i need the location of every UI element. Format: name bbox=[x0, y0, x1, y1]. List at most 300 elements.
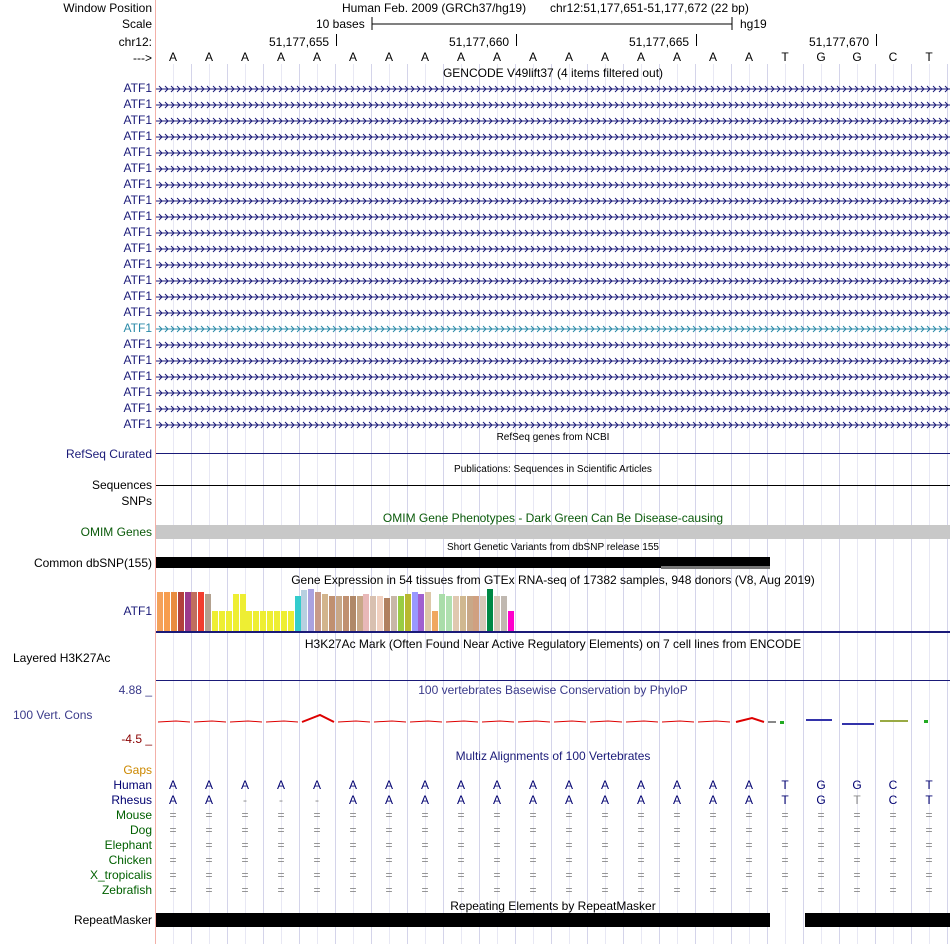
refseq-line bbox=[156, 453, 950, 454]
alignment-base: - bbox=[279, 793, 283, 807]
gtex-tissue-bar[interactable] bbox=[398, 596, 404, 631]
species-label: Chicken bbox=[108, 853, 152, 867]
alignment-base: = bbox=[457, 823, 465, 837]
alignment-base: = bbox=[241, 838, 249, 852]
gtex-tissue-bar[interactable] bbox=[260, 611, 266, 631]
sequences-label[interactable]: Sequences bbox=[91, 478, 152, 492]
alignment-base: = bbox=[385, 808, 393, 822]
alignment-base: = bbox=[817, 808, 825, 822]
alignment-base: = bbox=[781, 838, 789, 852]
alignment-base: = bbox=[529, 883, 537, 897]
sequence-base: A bbox=[384, 50, 393, 64]
alignment-base: = bbox=[277, 838, 285, 852]
alignment-base: = bbox=[205, 853, 213, 867]
alignment-base: = bbox=[241, 868, 249, 882]
gtex-tissue-bar[interactable] bbox=[191, 592, 197, 631]
alignment-base: = bbox=[205, 823, 213, 837]
alignment-base: = bbox=[349, 808, 357, 822]
sequence-base: A bbox=[312, 50, 321, 64]
alignment-base: A bbox=[708, 793, 717, 807]
sequence-base: C bbox=[888, 50, 898, 64]
alignment-base: = bbox=[853, 853, 861, 867]
alignment-base: A bbox=[456, 793, 465, 807]
dbsnp-feature-shadow bbox=[661, 566, 770, 569]
alignment-base: = bbox=[493, 838, 501, 852]
alignment-base: = bbox=[349, 883, 357, 897]
gtex-tissue-bar[interactable] bbox=[473, 596, 479, 631]
alignment-base: = bbox=[205, 808, 213, 822]
alignment-base: = bbox=[565, 823, 573, 837]
alignment-base: = bbox=[925, 823, 933, 837]
sequence-base: T bbox=[925, 50, 933, 64]
alignment-base: A bbox=[312, 778, 321, 792]
gtex-tissue-bar[interactable] bbox=[357, 596, 363, 631]
alignment-base: = bbox=[637, 883, 645, 897]
alignment-base: A bbox=[492, 778, 501, 792]
alignment-base: = bbox=[277, 808, 285, 822]
alignment-base: = bbox=[241, 883, 249, 897]
alignment-base: = bbox=[241, 808, 249, 822]
gtex-tissue-bar[interactable] bbox=[418, 594, 424, 631]
alignment-base: A bbox=[600, 778, 609, 792]
scale-db-text: hg19 bbox=[740, 17, 767, 31]
phylop-signal[interactable] bbox=[156, 712, 950, 732]
alignment-base: = bbox=[889, 853, 897, 867]
sequence-base: A bbox=[528, 50, 537, 64]
alignment-base: = bbox=[385, 838, 393, 852]
alignment-base: = bbox=[889, 868, 897, 882]
alignment-base: G bbox=[852, 778, 862, 792]
strand-label: ---> bbox=[133, 51, 152, 65]
sequence-base: T bbox=[781, 50, 789, 64]
alignment-base: = bbox=[601, 838, 609, 852]
alignment-base: = bbox=[601, 853, 609, 867]
alignment-base: = bbox=[277, 823, 285, 837]
alignment-base: = bbox=[817, 853, 825, 867]
scale-bar bbox=[370, 16, 736, 32]
alignment-base: = bbox=[169, 808, 177, 822]
alignment-base: = bbox=[493, 808, 501, 822]
alignment-base: = bbox=[745, 808, 753, 822]
gtex-tissue-bar[interactable] bbox=[480, 596, 486, 631]
alignment-base: = bbox=[421, 808, 429, 822]
gene-label-atf1[interactable]: ATF1 bbox=[123, 161, 152, 175]
gtex-tissue-bar[interactable] bbox=[453, 596, 459, 631]
sequence-base: A bbox=[456, 50, 465, 64]
refseq-curated-label[interactable]: RefSeq Curated bbox=[65, 447, 152, 461]
species-label: Human bbox=[113, 778, 152, 792]
alignment-base: A bbox=[384, 793, 393, 807]
h3k27ac-title: H3K27Ac Mark (Often Found Near Active Regulatory Elements) on 7 cell lines from ENCODE bbox=[304, 637, 802, 651]
alignment-base: T bbox=[781, 793, 789, 807]
alignment-base: = bbox=[385, 853, 393, 867]
alignment-base: A bbox=[492, 793, 501, 807]
track-display-area[interactable] bbox=[156, 0, 950, 944]
alignment-base: = bbox=[349, 823, 357, 837]
alignment-base: = bbox=[745, 853, 753, 867]
gene-label-atf1[interactable]: ATF1 bbox=[123, 209, 152, 223]
alignment-base: = bbox=[385, 883, 393, 897]
phylop-track-label[interactable]: 100 Vert. Cons bbox=[13, 708, 93, 722]
gtex-tissue-bar[interactable] bbox=[322, 594, 328, 631]
alignment-base: = bbox=[925, 868, 933, 882]
species-label: Elephant bbox=[104, 838, 152, 852]
coordinate-tick bbox=[696, 34, 697, 46]
alignment-base: = bbox=[169, 868, 177, 882]
alignment-base: = bbox=[673, 808, 681, 822]
alignment-base: - bbox=[315, 793, 319, 807]
alignment-base: = bbox=[781, 868, 789, 882]
alignment-base: = bbox=[673, 853, 681, 867]
gtex-tissue-bar[interactable] bbox=[267, 611, 273, 631]
gtex-tissue-bar[interactable] bbox=[508, 611, 514, 631]
alignment-base: C bbox=[888, 778, 898, 792]
position-text: chr12:51,177,651-51,177,672 (22 bp) bbox=[550, 1, 749, 15]
alignment-base: A bbox=[672, 778, 681, 792]
gtex-tissue-bar[interactable] bbox=[329, 596, 335, 631]
alignment-base: = bbox=[421, 838, 429, 852]
alignment-base: = bbox=[709, 808, 717, 822]
gene-label-atf1[interactable]: ATF1 bbox=[123, 193, 152, 207]
alignment-base: A bbox=[528, 793, 537, 807]
gene-label-atf1[interactable]: ATF1 bbox=[123, 305, 152, 319]
alignment-base: = bbox=[601, 868, 609, 882]
gtex-tissue-bar[interactable] bbox=[315, 592, 321, 631]
alignment-base: A bbox=[168, 793, 177, 807]
gene-label-atf1[interactable]: ATF1 bbox=[123, 81, 152, 95]
alignment-base: = bbox=[457, 838, 465, 852]
alignment-base: = bbox=[493, 823, 501, 837]
phylop-min-label: -4.5 _ bbox=[121, 732, 152, 746]
scale-bases-text: 10 bases bbox=[316, 17, 365, 31]
alignment-base: A bbox=[276, 778, 285, 792]
alignment-base: = bbox=[349, 838, 357, 852]
alignment-base: = bbox=[673, 823, 681, 837]
alignment-base: = bbox=[637, 823, 645, 837]
gaps-label: Gaps bbox=[123, 763, 152, 777]
alignment-base: = bbox=[889, 808, 897, 822]
alignment-base: = bbox=[565, 808, 573, 822]
gtex-tissue-bar[interactable] bbox=[246, 611, 252, 631]
sequence-base: A bbox=[744, 50, 753, 64]
phylop-max-label: 4.88 _ bbox=[118, 683, 152, 697]
alignment-base: T bbox=[925, 778, 933, 792]
alignment-base: G bbox=[816, 778, 826, 792]
alignment-base: = bbox=[529, 808, 537, 822]
gene-label-atf1[interactable]: ATF1 bbox=[123, 417, 152, 431]
sequence-base: A bbox=[672, 50, 681, 64]
alignment-base: A bbox=[744, 793, 753, 807]
alignment-base: = bbox=[817, 823, 825, 837]
alignment-base: = bbox=[709, 838, 717, 852]
alignment-base: A bbox=[456, 778, 465, 792]
alignment-base: - bbox=[243, 793, 247, 807]
gtex-tissue-bar[interactable] bbox=[274, 611, 280, 631]
alignment-base: = bbox=[745, 883, 753, 897]
alignment-base: = bbox=[529, 838, 537, 852]
alignment-base: = bbox=[421, 883, 429, 897]
species-label: Zebrafish bbox=[101, 883, 152, 897]
alignment-base: = bbox=[169, 838, 177, 852]
alignment-base: A bbox=[564, 778, 573, 792]
alignment-base: = bbox=[493, 853, 501, 867]
gtex-tissue-bar[interactable] bbox=[446, 596, 452, 631]
window-position-label: Window Position bbox=[63, 1, 152, 15]
gene-label-atf1[interactable]: ATF1 bbox=[123, 97, 152, 111]
repeatmasker-block-right[interactable] bbox=[805, 913, 950, 927]
sequence-base: A bbox=[636, 50, 645, 64]
alignment-base: = bbox=[529, 823, 537, 837]
gene-label-atf1[interactable]: ATF1 bbox=[123, 273, 152, 287]
gtex-tissue-bar[interactable] bbox=[391, 596, 397, 631]
publications-line bbox=[156, 485, 950, 486]
track-label-column bbox=[0, 0, 156, 944]
alignment-base: = bbox=[673, 868, 681, 882]
gtex-tissue-bar[interactable] bbox=[171, 592, 177, 631]
alignment-base: = bbox=[889, 883, 897, 897]
gtex-tissue-bar[interactable] bbox=[205, 594, 211, 631]
gtex-gene-label[interactable]: ATF1 bbox=[123, 604, 152, 618]
alignment-base: = bbox=[817, 838, 825, 852]
alignment-base: = bbox=[601, 883, 609, 897]
alignment-base: A bbox=[600, 793, 609, 807]
coordinate-tick bbox=[516, 34, 517, 46]
gtex-tissue-bar[interactable] bbox=[501, 596, 507, 631]
omim-genes-label[interactable]: OMIM Genes bbox=[80, 525, 152, 539]
coordinate-tick bbox=[876, 34, 877, 46]
alignment-base: = bbox=[781, 808, 789, 822]
alignment-base: = bbox=[565, 883, 573, 897]
alignment-base: = bbox=[457, 868, 465, 882]
alignment-base: = bbox=[853, 868, 861, 882]
species-label: X_tropicalis bbox=[89, 868, 152, 882]
alignment-base: = bbox=[889, 823, 897, 837]
alignment-base: A bbox=[528, 778, 537, 792]
alignment-base: = bbox=[421, 823, 429, 837]
gtex-tissue-bar[interactable] bbox=[439, 594, 445, 631]
alignment-base: A bbox=[636, 793, 645, 807]
alignment-base: = bbox=[313, 853, 321, 867]
alignment-base: A bbox=[204, 778, 213, 792]
scale-label: Scale bbox=[121, 17, 152, 31]
gtex-tissue-bar[interactable] bbox=[343, 596, 349, 631]
alignment-base: = bbox=[709, 883, 717, 897]
alignment-base: = bbox=[169, 823, 177, 837]
alignment-base: = bbox=[169, 853, 177, 867]
repeatmasker-block-left[interactable] bbox=[156, 913, 770, 927]
gtex-tissue-bar[interactable] bbox=[467, 596, 473, 631]
alignment-base: A bbox=[384, 778, 393, 792]
alignment-base: = bbox=[925, 808, 933, 822]
common-dbsnp-label[interactable]: Common dbSNP(155) bbox=[33, 556, 152, 570]
snps-label[interactable]: SNPs bbox=[121, 494, 152, 508]
omim-title: OMIM Gene Phenotypes - Dark Green Can Be Disease-causing bbox=[382, 511, 724, 525]
alignment-base: = bbox=[673, 838, 681, 852]
gtex-tissue-bar[interactable] bbox=[384, 598, 390, 631]
alignment-base: G bbox=[816, 793, 826, 807]
gene-label-atf1[interactable]: ATF1 bbox=[123, 145, 152, 159]
sequence-base: A bbox=[240, 50, 249, 64]
gtex-tissue-bar[interactable] bbox=[226, 611, 232, 631]
gtex-title: Gene Expression in 54 tissues from GTEx RNA-seq of 17382 samples, 948 donors (V8, Aug 2019) bbox=[291, 573, 815, 587]
gtex-tissue-bar[interactable] bbox=[185, 592, 191, 631]
alignment-base: A bbox=[168, 778, 177, 792]
alignment-base: = bbox=[313, 838, 321, 852]
gene-label-atf1[interactable]: ATF1 bbox=[123, 113, 152, 127]
gtex-tissue-bar[interactable] bbox=[432, 611, 438, 631]
sequence-base: A bbox=[492, 50, 501, 64]
gtex-tissue-bar[interactable] bbox=[377, 596, 383, 631]
gtex-tissue-bar[interactable] bbox=[212, 611, 218, 631]
alignment-base: = bbox=[529, 868, 537, 882]
alignment-base: = bbox=[349, 868, 357, 882]
layered-h3k27ac-label[interactable]: Layered H3K27Ac bbox=[13, 651, 111, 665]
alignment-base: = bbox=[313, 868, 321, 882]
dbsnp-title: Short Genetic Variants from dbSNP release 155 bbox=[447, 542, 659, 553]
alignment-base: = bbox=[637, 808, 645, 822]
alignment-base: = bbox=[205, 838, 213, 852]
phylop-title: 100 vertebrates Basewise Conservation by PhyloP bbox=[418, 683, 688, 697]
alignment-base: = bbox=[709, 868, 717, 882]
coordinate-tick bbox=[336, 34, 337, 46]
alignment-base: = bbox=[277, 853, 285, 867]
gene-label-atf1[interactable]: ATF1 bbox=[123, 369, 152, 383]
gtex-tissue-bar[interactable] bbox=[336, 596, 342, 631]
h3k27ac-baseline bbox=[156, 680, 950, 681]
gtex-tissue-bar[interactable] bbox=[219, 611, 225, 631]
alignment-base: = bbox=[565, 853, 573, 867]
species-label: Mouse bbox=[115, 808, 152, 822]
sequence-base: A bbox=[168, 50, 177, 64]
alignment-base: = bbox=[853, 808, 861, 822]
gtex-bar-chart[interactable] bbox=[156, 587, 950, 631]
coordinate-label: 51,177,655 bbox=[269, 35, 330, 49]
alignment-base: = bbox=[349, 853, 357, 867]
alignment-base: = bbox=[565, 868, 573, 882]
alignment-base: = bbox=[637, 838, 645, 852]
gene-label-atf1[interactable]: ATF1 bbox=[123, 129, 152, 143]
gtex-tissue-bar[interactable] bbox=[164, 592, 170, 631]
gtex-tissue-bar[interactable] bbox=[308, 589, 314, 631]
alignment-base: = bbox=[421, 868, 429, 882]
alignment-base: = bbox=[241, 823, 249, 837]
alignment-base: = bbox=[637, 868, 645, 882]
gtex-tissue-bar[interactable] bbox=[494, 596, 500, 631]
gtex-tissue-bar[interactable] bbox=[350, 596, 356, 631]
alignment-base: = bbox=[817, 868, 825, 882]
gtex-tissue-bar[interactable] bbox=[487, 589, 493, 631]
gene-label-atf1[interactable]: ATF1 bbox=[123, 385, 152, 399]
alignment-base: = bbox=[853, 838, 861, 852]
alignment-base: = bbox=[709, 823, 717, 837]
gencode-transcripts[interactable] bbox=[156, 80, 950, 432]
repeatmasker-label[interactable]: RepeatMasker bbox=[73, 913, 152, 927]
omim-feature-bar[interactable] bbox=[156, 525, 950, 539]
alignment-base: = bbox=[205, 883, 213, 897]
gtex-tissue-bar[interactable] bbox=[157, 592, 163, 631]
gene-label-atf1[interactable]: ATF1 bbox=[123, 401, 152, 415]
gtex-tissue-bar[interactable] bbox=[460, 596, 466, 631]
alignment-base: = bbox=[313, 883, 321, 897]
gene-label-atf1[interactable]: ATF1 bbox=[123, 337, 152, 351]
gene-label-atf1[interactable]: ATF1 bbox=[123, 257, 152, 271]
sequence-base: A bbox=[276, 50, 285, 64]
alignment-base: = bbox=[457, 853, 465, 867]
alignment-base: = bbox=[241, 853, 249, 867]
sequence-base: A bbox=[600, 50, 609, 64]
gtex-tissue-bar[interactable] bbox=[405, 594, 411, 631]
alignment-base: = bbox=[673, 883, 681, 897]
alignment-base: = bbox=[277, 868, 285, 882]
gene-label-atf1[interactable]: ATF1 bbox=[123, 241, 152, 255]
alignment-base: T bbox=[853, 793, 861, 807]
gtex-tissue-bar[interactable] bbox=[295, 596, 301, 631]
gtex-tissue-bar[interactable] bbox=[288, 611, 294, 631]
alignment-base: = bbox=[745, 868, 753, 882]
species-label: Rhesus bbox=[111, 793, 152, 807]
alignment-base: A bbox=[708, 778, 717, 792]
gtex-tissue-bar[interactable] bbox=[281, 611, 287, 631]
repeatmasker-title: Repeating Elements by RepeatMasker bbox=[450, 899, 656, 913]
gene-label-atf1[interactable]: ATF1 bbox=[123, 321, 152, 335]
alignment-base: = bbox=[745, 838, 753, 852]
gtex-tissue-bar[interactable] bbox=[301, 590, 307, 631]
gtex-tissue-bar[interactable] bbox=[370, 596, 376, 631]
gene-label-atf1[interactable]: ATF1 bbox=[123, 225, 152, 239]
alignment-base: = bbox=[889, 838, 897, 852]
gene-label-atf1[interactable]: ATF1 bbox=[123, 177, 152, 191]
gtex-tissue-bar[interactable] bbox=[412, 592, 418, 631]
alignment-base: = bbox=[385, 823, 393, 837]
alignment-base: A bbox=[420, 778, 429, 792]
alignment-base: = bbox=[169, 883, 177, 897]
sequence-base: G bbox=[852, 50, 862, 64]
alignment-base: = bbox=[925, 853, 933, 867]
alignment-base: A bbox=[240, 778, 249, 792]
alignment-base: = bbox=[781, 883, 789, 897]
alignment-base: C bbox=[888, 793, 898, 807]
coordinate-label: 51,177,670 bbox=[809, 35, 870, 49]
alignment-base: = bbox=[781, 853, 789, 867]
gencode-title[interactable]: GENCODE V49lift37 (4 items filtered out) bbox=[442, 66, 664, 80]
gtex-tissue-bar[interactable] bbox=[240, 594, 246, 631]
sequence-base: A bbox=[564, 50, 573, 64]
gtex-tissue-bar[interactable] bbox=[253, 611, 259, 631]
alignment-base: = bbox=[853, 823, 861, 837]
gtex-tissue-bar[interactable] bbox=[178, 592, 184, 631]
alignment-base: = bbox=[277, 883, 285, 897]
alignment-base: = bbox=[709, 853, 717, 867]
alignment-base: A bbox=[564, 793, 573, 807]
gtex-tissue-bar[interactable] bbox=[425, 592, 431, 631]
alignment-base: = bbox=[601, 808, 609, 822]
alignment-base: = bbox=[205, 868, 213, 882]
alignment-base: = bbox=[565, 838, 573, 852]
assembly-text: Human Feb. 2009 (GRCh37/hg19) bbox=[342, 1, 527, 15]
gtex-tissue-bar[interactable] bbox=[363, 594, 369, 631]
alignment-base: = bbox=[853, 883, 861, 897]
alignment-base: = bbox=[781, 823, 789, 837]
gtex-tissue-bar[interactable] bbox=[233, 594, 239, 631]
species-label: Dog bbox=[129, 823, 152, 837]
gene-label-atf1[interactable]: ATF1 bbox=[123, 289, 152, 303]
alignment-base: A bbox=[204, 793, 213, 807]
gtex-tissue-bar[interactable] bbox=[198, 592, 204, 631]
alignment-base: T bbox=[781, 778, 789, 792]
alignment-base: T bbox=[925, 793, 933, 807]
sequence-base: A bbox=[708, 50, 717, 64]
gene-label-atf1[interactable]: ATF1 bbox=[123, 353, 152, 367]
